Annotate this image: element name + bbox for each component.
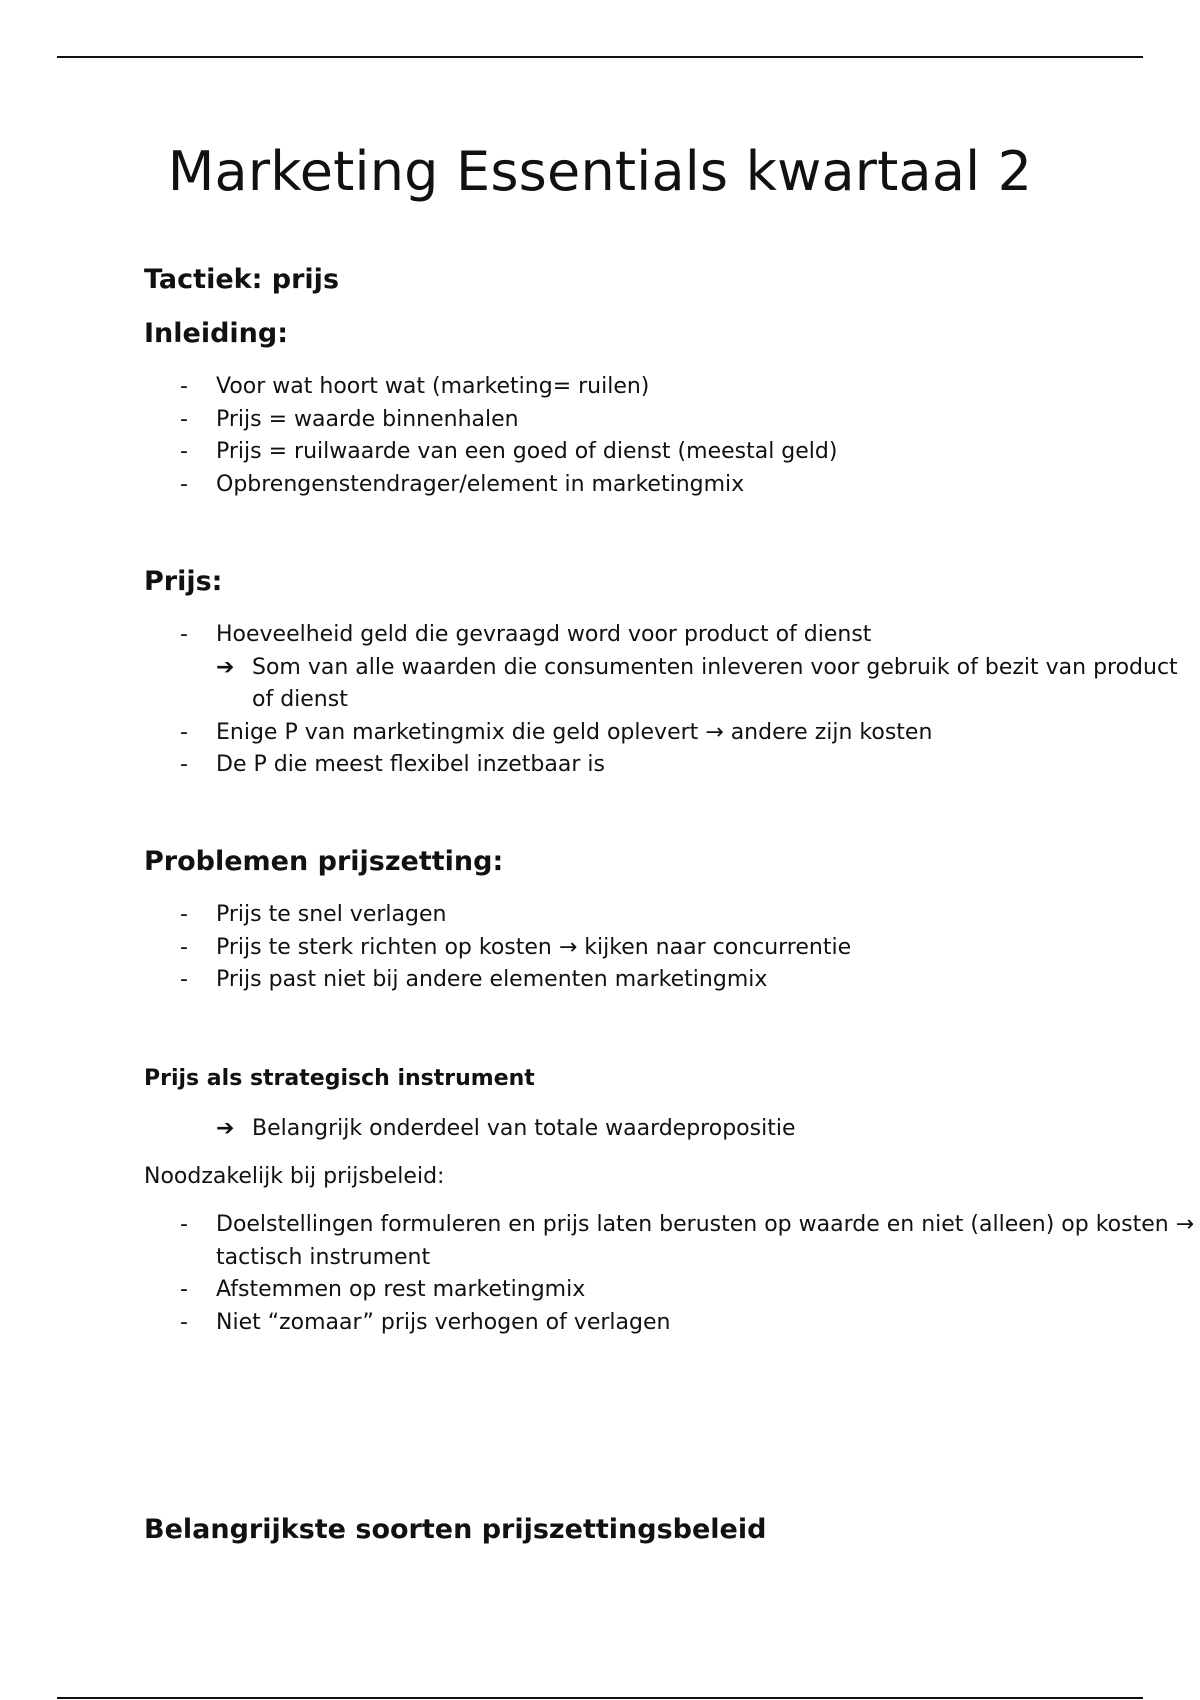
prijs-heading: Prijs: (144, 566, 223, 597)
dash-bullet: - (180, 471, 188, 497)
arrow-icon: ➔ (216, 1116, 235, 1141)
list-item: - Voor wat hoort wat (marketing= ruilen) (180, 371, 837, 404)
prijs-list (180, 619, 1200, 782)
dash-bullet: - (180, 902, 188, 927)
list-item: - Enige P van marketingmix die geld oplevert → andere zijn kosten (180, 717, 1200, 750)
list-item: - Niet “zomaar” prijs verhogen of verlagen (180, 1307, 1200, 1340)
list-item: - Prijs = waarde binnenhalen (180, 404, 837, 437)
dash-bullet: - (180, 1309, 188, 1335)
dash-bullet: - (180, 967, 188, 992)
dash-bullet: - (180, 1277, 188, 1302)
soorten-heading: Belangrijkste soorten prijszettingsbeleid (144, 1514, 767, 1545)
dash-bullet: - (180, 374, 188, 399)
prijsbeleid-paragraph: Noodzakelijk bij prijsbeleid: (144, 1164, 445, 1189)
top-rule (57, 56, 1143, 58)
dash-bullet: - (180, 439, 188, 464)
dash-bullet: - (180, 1212, 188, 1237)
problemen-list (180, 899, 851, 997)
dash-bullet: - (180, 406, 188, 432)
prijsbeleid-list (180, 1209, 1200, 1339)
list-item: - Doelstellingen formuleren en prijs laten berusten op waarde en niet (alleen) op kosten → tactisch instrument (180, 1209, 1200, 1274)
list-item: - Prijs past niet bij andere elementen marketingmix (180, 964, 851, 997)
dash-bullet: - (180, 622, 188, 647)
dash-bullet: - (180, 752, 188, 777)
strategisch-heading: Prijs als strategisch instrument (144, 1066, 535, 1091)
list-item: - Hoeveelheid geld die gevraagd word voor product of dienst (180, 619, 1200, 652)
document-title: Marketing Essentials kwartaal 2 (167, 140, 1033, 203)
bottom-rule (57, 1697, 1143, 1699)
list-item: - Afstemmen op rest marketingmix (180, 1274, 1200, 1307)
problemen-heading: Problemen prijszetting: (144, 846, 504, 877)
intro-list (180, 371, 837, 501)
list-item: - Prijs = ruilwaarde van een goed of dienst (meestal geld) (180, 436, 837, 469)
strategisch-arrow-line: ➔ Belangrijk onderdeel van totale waardepropositie (216, 1113, 795, 1146)
dash-bullet: - (180, 934, 188, 960)
list-item: ➔ Som van alle waarden die consumenten inleveren voor gebruik of bezit van product of dienst (180, 652, 1200, 717)
list-item: - Prijs te sterk richten op kosten → kijken naar concurrentie (180, 932, 851, 965)
intro-heading: Inleiding: (144, 318, 289, 349)
arrow-icon: ➔ (216, 654, 235, 680)
list-item: - Prijs te snel verlagen (180, 899, 851, 932)
tactic-heading: Tactiek: prijs (144, 264, 340, 295)
list-item: - Opbrengenstendrager/element in marketingmix (180, 469, 837, 502)
list-item: - De P die meest flexibel inzetbaar is (180, 749, 1200, 782)
dash-bullet: - (180, 719, 188, 745)
